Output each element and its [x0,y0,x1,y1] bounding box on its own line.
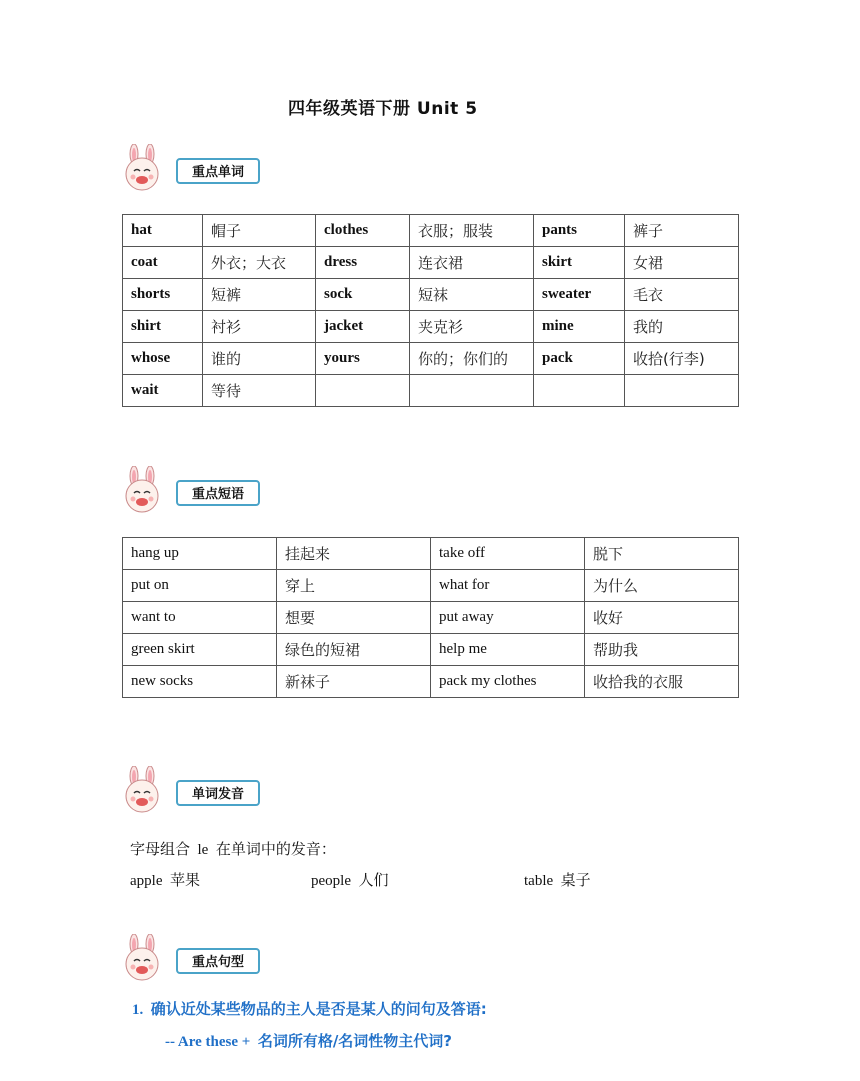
word-cell: coat [123,247,203,279]
intro-pre: 字母组合 [130,840,191,858]
section-label-pronunciation: 单词发音 [176,780,260,806]
word-cell: clothes [316,215,410,247]
table-row [123,247,739,279]
intro-letters: le [197,842,209,858]
table-row [123,666,739,698]
meaning-cell: 夹克衫 [410,311,534,343]
item-text: 确认近处某些物品的主人是否是某人的问句及答语: [150,1000,487,1018]
intro-post: 在单词中的发音： [215,840,336,858]
meaning-cell: 毛衣 [625,279,739,311]
table-row [123,602,739,634]
phrase-cell: put away [431,602,585,634]
phrase-cell: what for [431,570,585,602]
section-header-sentences [120,934,280,984]
meaning-cell: 绿色的短裙 [277,634,431,666]
phrases-table [122,537,739,698]
phrase-cell: pack my clothes [431,666,585,698]
meaning-cell: 短袜 [410,279,534,311]
word-cell: pants [534,215,625,247]
section-header-phrases [120,466,280,516]
word-cell: shorts [123,279,203,311]
word-cell [534,375,625,407]
example-zh: 桌子 [560,871,591,889]
section-label-phrases: 重点短语 [176,480,260,506]
table-row [123,279,739,311]
example-apple [130,869,200,890]
word-cell [316,375,410,407]
word-cell: jacket [316,311,410,343]
example-people [311,869,389,890]
meaning-cell: 我的 [625,311,739,343]
section-label-words: 重点单词 [176,158,260,184]
item-number: 1. [132,1002,144,1018]
meaning-cell: 等待 [203,375,316,407]
page-title: 四年级英语下册 Unit 5 [288,99,478,119]
phrase-cell: hang up [123,538,277,570]
word-cell: shirt [123,311,203,343]
meaning-cell: 连衣裙 [410,247,534,279]
example-table [524,869,591,890]
meaning-cell: 你的；你们的 [410,343,534,375]
bunny-icon [120,766,164,814]
phrase-cell: new socks [123,666,277,698]
table-row [123,311,739,343]
table-row [123,375,739,407]
table-row [123,343,739,375]
meaning-cell: 穿上 [277,570,431,602]
meaning-cell: 衬衫 [203,311,316,343]
meaning-cell: 裤子 [625,215,739,247]
phrase-cell: take off [431,538,585,570]
word-cell: sweater [534,279,625,311]
sentence-item-1 [132,998,487,1019]
meaning-cell: 谁的 [203,343,316,375]
table-row [123,634,739,666]
meaning-cell: 收拾我的衣服 [585,666,739,698]
section-header-pronunciation [120,766,280,816]
meaning-cell: 女裙 [625,247,739,279]
phrase-cell: green skirt [123,634,277,666]
phrase-cell: help me [431,634,585,666]
table-row [123,215,739,247]
meaning-cell: 帽子 [203,215,316,247]
section-header-words [120,144,280,194]
example-zh: 人们 [358,871,389,889]
sub-en: -- Are these + [165,1034,251,1050]
table-row [123,570,739,602]
word-cell: sock [316,279,410,311]
word-cell: dress [316,247,410,279]
meaning-cell: 外衣；大衣 [203,247,316,279]
word-cell: hat [123,215,203,247]
sub-zh: 名词所有格/名词性物主代词? [257,1032,453,1050]
word-cell: pack [534,343,625,375]
table-row [123,538,739,570]
example-en: apple [130,873,163,889]
meaning-cell: 收好 [585,602,739,634]
meaning-cell: 帮助我 [585,634,739,666]
word-cell: yours [316,343,410,375]
example-zh: 苹果 [169,871,200,889]
word-cell: whose [123,343,203,375]
example-en: people [311,873,351,889]
meaning-cell: 想要 [277,602,431,634]
meaning-cell: 衣服；服装 [410,215,534,247]
meaning-cell: 脱下 [585,538,739,570]
meaning-cell: 短裤 [203,279,316,311]
phrase-cell: put on [123,570,277,602]
meaning-cell: 收拾(行李) [625,343,739,375]
word-cell: skirt [534,247,625,279]
meaning-cell: 为什么 [585,570,739,602]
bunny-icon [120,144,164,192]
meaning-cell [625,375,739,407]
bunny-icon [120,934,164,982]
sentence-item-1-sub [165,1030,452,1051]
words-table [122,214,739,407]
phrase-cell: want to [123,602,277,634]
section-label-sentences: 重点句型 [176,948,260,974]
meaning-cell: 新袜子 [277,666,431,698]
example-en: table [524,873,554,889]
word-cell: mine [534,311,625,343]
meaning-cell [410,375,534,407]
pronunciation-intro [130,838,336,859]
meaning-cell: 挂起来 [277,538,431,570]
bunny-icon [120,466,164,514]
word-cell: wait [123,375,203,407]
